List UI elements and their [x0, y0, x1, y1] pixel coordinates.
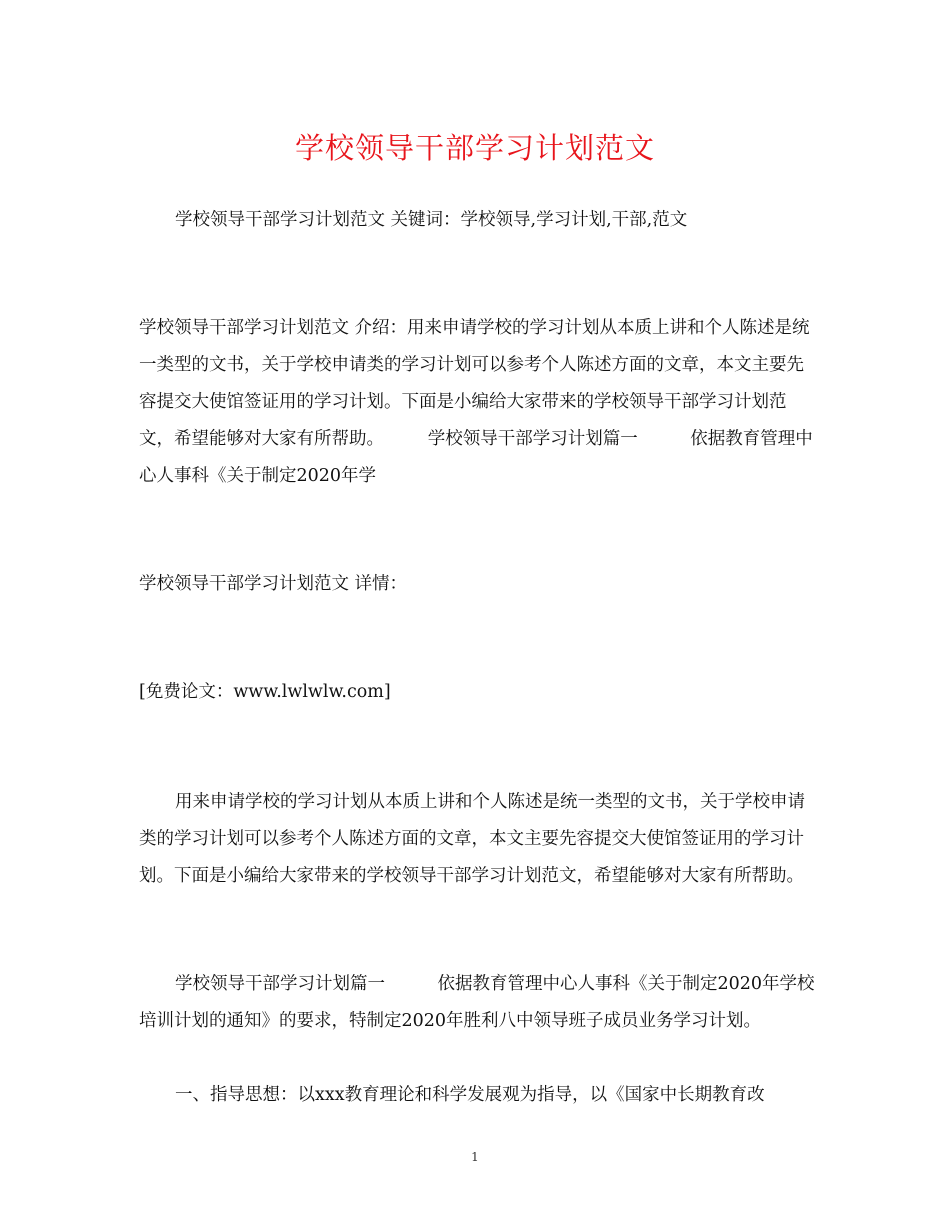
- details-label: 学校领导干部学习计划范文 详情：: [139, 574, 408, 594]
- intro-paragraph: 学校领导干部学习计划范文 介绍：用来申请学校的学习计划从本质上讲和个人陈述是统一类型的文书，关于学校申请类的学习计划可以参考个人陈述方面的文章，本文主要先容提交大使馆签证用的学习计划。下面是小编给大家带来的学校领导干部学习计划范文，希望能够对大家有所帮助。 学校领导干部学习计划篇一 依据教育管理中心人事科《关于制定2020年学: [139, 318, 813, 486]
- document-title: 学校领导干部学习计划范文: [294, 131, 655, 165]
- body-paragraph-1: 用来申请学校的学习计划从本质上讲和个人陈述是统一类型的文书，关于学校申请类的学习计划可以参考个人陈述方面的文章，本文主要先容提交大使馆签证用的学习计划。下面是小编给大家带来的学校领导干部学习计划范文，希望能够对大家有所帮助。: [139, 792, 805, 886]
- body-paragraph-3: 一、指导思想：以xxx教育理论和科学发展观为指导，以《国家中长期教育改: [175, 1085, 765, 1105]
- free-paper-link: [免费论文：www.lwlwlw.com]: [139, 682, 391, 702]
- page-number: 1: [471, 1150, 479, 1164]
- body-paragraph-2: 学校领导干部学习计划篇一 依据教育管理中心人事科《关于制定2020年学校培训计划的通知》的要求，特制定2020年胜利八中领导班子成员业务学习计划。: [139, 974, 815, 1031]
- keywords-line: 学校领导干部学习计划范文 关键词：学校领导,学习计划,干部,范文: [175, 210, 688, 230]
